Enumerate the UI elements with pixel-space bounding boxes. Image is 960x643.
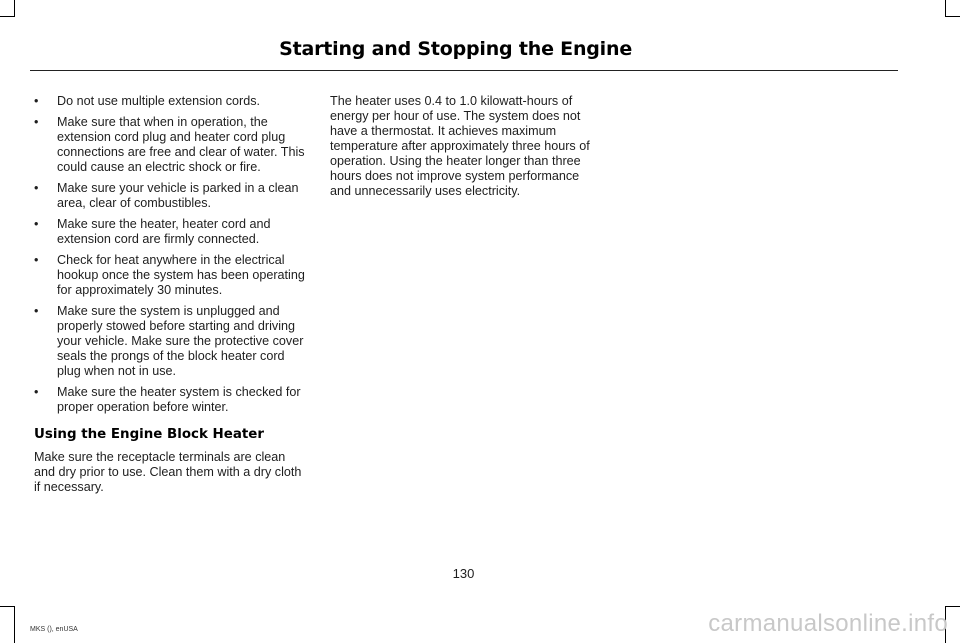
crop-mark-top-left-vertical: [14, 0, 15, 16]
bullet-item: [34, 181, 306, 211]
right-column: [330, 94, 602, 199]
bullet-glyph: •: [34, 94, 39, 108]
bullet-glyph: •: [34, 217, 39, 231]
bullet-item: [34, 94, 306, 109]
bullet-glyph: •: [34, 115, 39, 129]
bullet-list: [34, 94, 306, 415]
bullet-glyph: •: [34, 304, 39, 318]
bullet-text: Make sure your vehicle is parked in a clean area, clear of combustibles.: [57, 181, 299, 210]
bullet-text: Make sure the heater, heater cord and extension cord are firmly connected.: [57, 217, 271, 246]
crop-mark-top-right-vertical: [945, 0, 946, 16]
bullet-text: Make sure that when in operation, the extension cord plug and heater cord plug connections are free and clear of water. This could cause an electric shock or fire.: [57, 115, 305, 174]
bullet-item: [34, 385, 306, 415]
bullet-text: Make sure the heater system is checked for proper operation before winter.: [57, 385, 301, 414]
title-rule: [30, 70, 898, 71]
bullet-text: Make sure the system is unplugged and properly stowed before starting and driving your vehicle. Make sure the protective cover seals the prongs of the block heater cord plug when not in use.: [57, 304, 304, 378]
bullet-item: [34, 304, 306, 379]
crop-mark-bottom-right-horizontal: [945, 606, 960, 607]
bullet-item: [34, 253, 306, 298]
crop-mark-top-left-horizontal: [0, 16, 15, 17]
document-code: MKS (), enUSA: [30, 626, 78, 633]
bullet-item: [34, 115, 306, 175]
crop-mark-bottom-left-horizontal: [0, 606, 15, 607]
bullet-glyph: •: [34, 181, 39, 195]
bullet-glyph: •: [34, 253, 39, 267]
bullet-text: Do not use multiple extension cords.: [57, 94, 261, 108]
crop-mark-top-right-horizontal: [945, 16, 960, 17]
bullet-text: Check for heat anywhere in the electrical hookup once the system has been operating for approximately 30 minutes.: [57, 253, 305, 297]
crop-mark-bottom-left-vertical: [14, 606, 15, 643]
section-paragraph: Make sure the receptacle terminals are clean and dry prior to use. Clean them with a dry cloth if necessary.: [34, 450, 302, 494]
left-column: [34, 94, 306, 495]
page-number: 130: [452, 566, 475, 581]
bullet-item: [34, 217, 306, 247]
section-heading: Using the Engine Block Heater: [34, 427, 264, 442]
watermark: carmanualsonline.info: [708, 610, 948, 637]
heater-energy-paragraph: The heater uses 0.4 to 1.0 kilowatt-hours of energy per hour of use. The system does not have a thermostat. It achieves maximum temperature after approximately three hours of operation. Using the heater longer than three hours does not improve system performance and unnecessarily uses electricity.: [330, 94, 590, 198]
page-title: Starting and Stopping the Engine: [279, 38, 632, 60]
bullet-glyph: •: [34, 385, 39, 399]
